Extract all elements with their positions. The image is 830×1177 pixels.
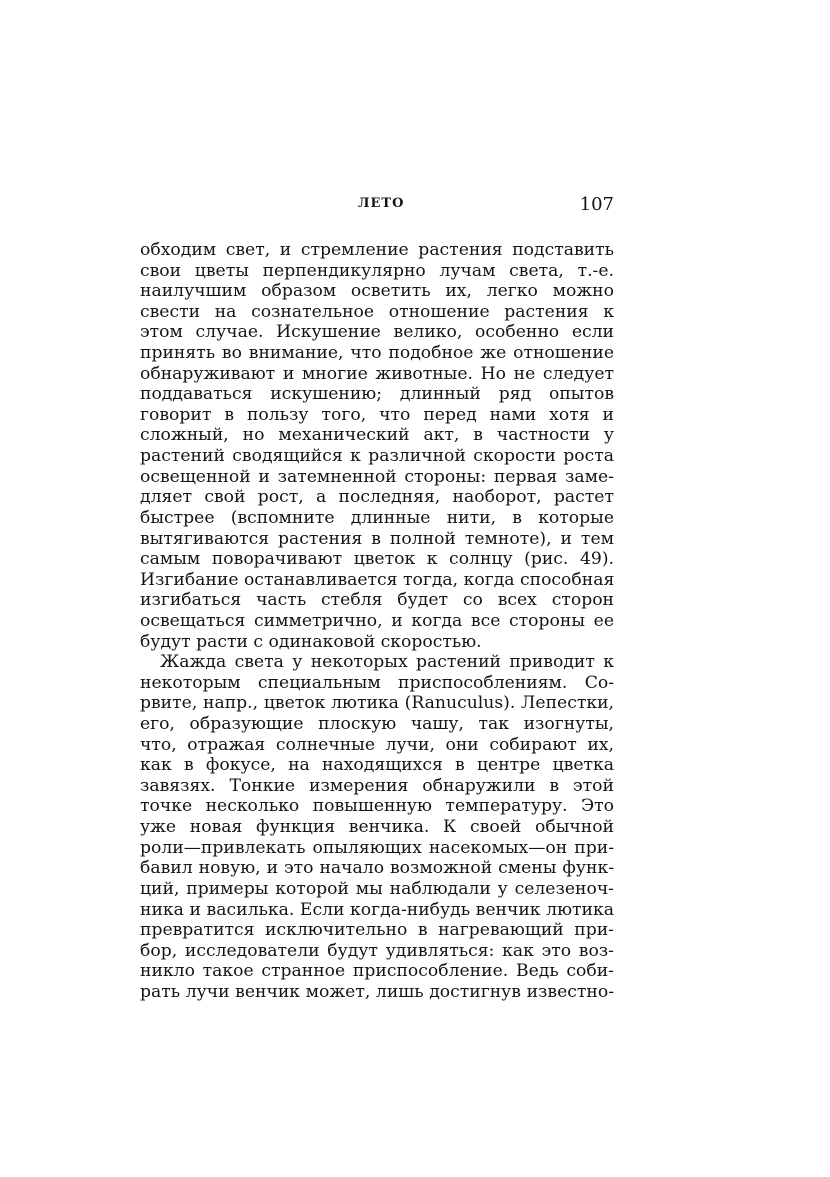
text-line: дляет свой рост, а последняя, наоборот, растет <box>140 487 614 508</box>
text-line: бор, исследователи будут удивляться: как это воз- <box>140 940 614 961</box>
text-line: изгибаться часть стебля будет со всех сторон <box>140 590 614 611</box>
text-line: обнаруживают и многие животные. Но не следует <box>140 363 614 384</box>
text-line: роли—привлекать опыляющих насекомых—он при- <box>140 837 614 858</box>
text-line: свести на сознательное отношение растения к <box>140 301 614 322</box>
text-line: этом случае. Искушение велико, особенно если <box>140 322 614 343</box>
text-line: принять во внимание, что подобное же отношение <box>140 343 614 364</box>
running-head <box>140 194 614 218</box>
text-line: быстрее (вспомните длинные нити, в которые <box>140 507 614 528</box>
text-line: рать лучи венчик может, лишь достигнув известно- <box>140 981 614 1002</box>
text-line: точке несколько повышенную температуру. Это <box>140 796 614 817</box>
running-title: ЛЕТО <box>358 196 405 211</box>
text-line: самым поворачивают цветок к солнцу (рис. 49). <box>140 549 614 570</box>
text-line: превратится исключительно в нагревающий при- <box>140 920 614 941</box>
paragraph-end-line: будут расти с одинаковой скоростью. <box>140 631 482 652</box>
text-line: сложный, но механический акт, в частности у <box>140 425 614 446</box>
text-line: Изгибание останавливается тогда, когда способная <box>140 569 614 590</box>
text-line: поддаваться искушению; длинный ряд опытов <box>140 384 614 405</box>
text-line: свои цветы перпендикулярно лучам света, т.-е. <box>140 260 614 281</box>
text-line: растений сводящийся к различной скорости роста <box>140 446 614 467</box>
paragraph-start-line: Жажда света у некоторых растений приводит к <box>160 652 614 673</box>
text-line: рвите, напр., цветок лютика (Ranuculus). Лепестки, <box>140 693 614 714</box>
text-line: как в фокусе, на находящихся в центре цветка <box>140 755 614 776</box>
text-line: говорит в пользу того, что перед нами хотя и <box>140 404 614 425</box>
text-line: обходим свет, и стремление растения подставить <box>140 240 614 260</box>
text-line: освещаться симметрично, и когда все стороны ее <box>140 610 614 631</box>
text-line: его, образующие плоскую чашу, так изогнуты, <box>140 714 614 735</box>
text-line: вытягиваются растения в полной темноте), и тем <box>140 528 614 549</box>
text-line: никло такое странное приспособление. Ведь соби- <box>140 961 614 982</box>
text-line: бавил новую, и это начало возможной смены функ- <box>140 858 614 879</box>
body-text <box>140 240 614 1003</box>
text-line: что, отражая солнечные лучи, они собирают их, <box>140 734 614 755</box>
text-line: некоторым специальным приспособлениям. Со- <box>140 672 614 693</box>
text-line: завязях. Тонкие измерения обнаружили в этой <box>140 775 614 796</box>
text-line: освещенной и затемненной стороны: первая заме- <box>140 466 614 487</box>
page-number: 107 <box>579 194 614 215</box>
text-line: ций, примеры которой мы наблюдали у селезеноч- <box>140 878 614 899</box>
text-line: ника и василька. Если когда-нибудь венчик лютика <box>140 899 614 920</box>
text-line: уже новая функция венчика. К своей обычной <box>140 817 614 838</box>
text-line: наилучшим образом осветить их, легко можно <box>140 281 614 302</box>
